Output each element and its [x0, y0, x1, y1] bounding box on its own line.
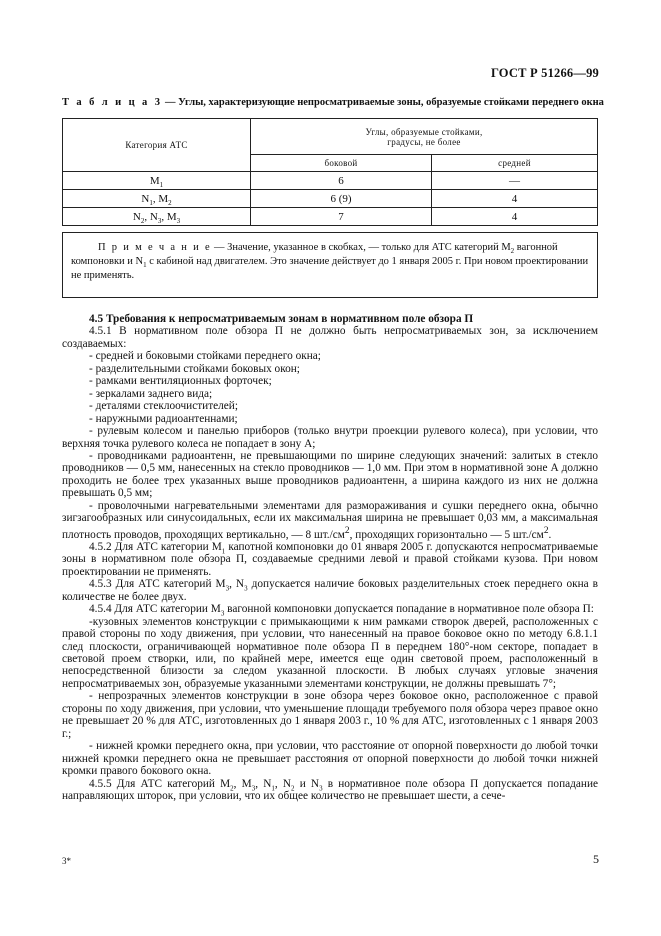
table-row [63, 172, 598, 190]
paragraph: - рулевым колесом и панелью приборов (только внутри проекции рулевого колеса), при условии, что верхняя точка рулевого колеса не попадает в зону А; [62, 425, 598, 450]
table-caption-label: Т а б л и ц а 3 [62, 97, 163, 108]
paragraph: 4.5.1 В нормативном поле обзора П не должно быть непросматриваемых зон, за исключением создаваемых: [62, 325, 598, 350]
header-angles-line1: Углы, образуемые стойками, [365, 126, 483, 137]
angles-table [62, 118, 598, 298]
paragraph: - средней и боковыми стойками переднего окна; [89, 350, 321, 363]
cell-category: $M_1$ [63, 172, 251, 190]
paragraph: - проволочными нагревательными элементами для размораживания и сушки переднего окна, обычно зигзагообразных или синусоидальных, если их максимальная ширина не превышает 0,03 мм, а максимальная плотность проводов, проходящих вертикально, — 8 $шт./см^2$, проходящих горизонтально — 5 $шт./см^2$. [62, 499, 598, 541]
table-caption-text: — Углы, характеризующие непросматриваемые зоны, образуемые стойками переднего окна [162, 97, 604, 108]
paragraph: - зеркалами заднего вида; [89, 387, 213, 400]
page-number: 5 [593, 852, 599, 866]
table-row [63, 208, 598, 226]
cell-middle: — [432, 172, 598, 190]
footer-mark: 3* [62, 856, 71, 866]
section-title: 4.5 Требования к непросматриваемым зонам в нормативном поле обзора П [89, 313, 474, 325]
cell-side: 6 (9) [251, 190, 432, 208]
cell-side: 7 [251, 208, 432, 226]
header-middle: средней [432, 155, 598, 172]
paragraph: - непрозрачных элементов конструкции в зоне обзора через боковое окно, расположенное с правой стороны по ходу движения, при условии, что уменьшение площади требуемого поля обзора через правое окно не превышает 20 % для АТС, изготовленных до 1 января 2003 г., 10 % для АТС, изготовленных с 1 января 2003 г.; [62, 690, 598, 740]
cell-side: 6 [251, 172, 432, 190]
document-header: ГОСТ Р 51266—99 [490, 66, 599, 80]
table-caption [62, 97, 604, 108]
note-text: — Значение, указанное в скобках, — только для АТС категорий $M_2$ вагонной компоновки и $N_1$ с кабиной над двигателем. Это значение действует до 1 января 2005 г. При новом проектировании не применять. [71, 242, 589, 281]
header-angles-line2: градусы, не более [387, 136, 461, 147]
paragraph: 4.5.3 Для АТС категорий $M_3$, $N_3$ допускается наличие боковых разделительных стоек переднего окна в количестве не более двух. [62, 578, 599, 603]
table-note [63, 233, 598, 298]
paragraph: - деталями стеклоочистителей; [89, 400, 238, 413]
paragraph: - наружными радиоантеннами; [89, 412, 238, 425]
table-row [63, 190, 598, 208]
paragraph: - разделительными стойками боковых окон; [89, 362, 300, 375]
section-4-5 [62, 313, 598, 802]
paragraph: - проводниками радиоантенн, не превышающими по ширине следующих значений: залитых в стекло проводников — 0,5 мм, нанесенных на стекло проводников — 1,0 мм. При этом в нормативной зоне А должно проходить не более трех указанных выше проводников радиоантенн, а ширина каждого из них не должна превышать 0,5 мм; [62, 449, 598, 500]
header-angles [251, 119, 598, 155]
paragraph: -кузовных элементов конструкции с примыкающими к ним рамками створок дверей, расположенных с правой стороны по ходу движения, при условии, что нанесенный на правое боковое окно по методу 6.8.1.1 след плоскости, ограничивающей нормативное поле обзора П в переднем 180°-ном секторе, попадает в световой проем створки, или, по крайней мере, имеется еще один световой проем, расположенный в непосредственной близости за следом указанной плоскости. В любых случаях угловые значения непросматриваемых зон, образуемые указанными элементами конструкции, не должны превышать 7°; [62, 615, 598, 690]
table-spacer [63, 226, 598, 233]
paragraph: 4.5.2 Для АТС категории $M_1$ капотной компоновки до 01 января 2005 г. допускаются непросматриваемые зоны в нормативном поле обзора П, создаваемые средними левой и правой стойками кузова. При новом проектировании не применять. [62, 540, 598, 578]
note-label: П р и м е ч а н и е [98, 242, 212, 253]
header-side: боковой [251, 155, 432, 172]
paragraph: 4.5.5 Для АТС категорий $M_2$, $M_3$, $N_1$, $N_2$ и $N_3$ в нормативное поле обзора П допускается попадание направляющих шторок, при условии, что их общее количество не превышает шести, а сече- [62, 777, 599, 802]
cell-middle: 4 [432, 208, 598, 226]
paragraph: 4.5.4 Для АТС категории $M_3$ вагонной компоновки допускается попадание в нормативное поле обзора П: [89, 603, 594, 618]
cell-middle: 4 [432, 190, 598, 208]
paragraph: - рамками вентиляционных форточек; [89, 375, 272, 388]
section-paragraphs [62, 325, 598, 802]
cell-category: $N_2$, $N_3$, $M_3$ [63, 208, 251, 226]
paragraph: - нижней кромки переднего окна, при условии, что расстояние от опорной поверхности до любой точки нижней кромки переднего окна не превышает расстояния от опорной поверхности до любой точки нижней кромки правого бокового окна. [62, 740, 598, 778]
header-category: Категория АТС [63, 119, 251, 172]
cell-category: $N_1$, $M_2$ [63, 190, 251, 208]
